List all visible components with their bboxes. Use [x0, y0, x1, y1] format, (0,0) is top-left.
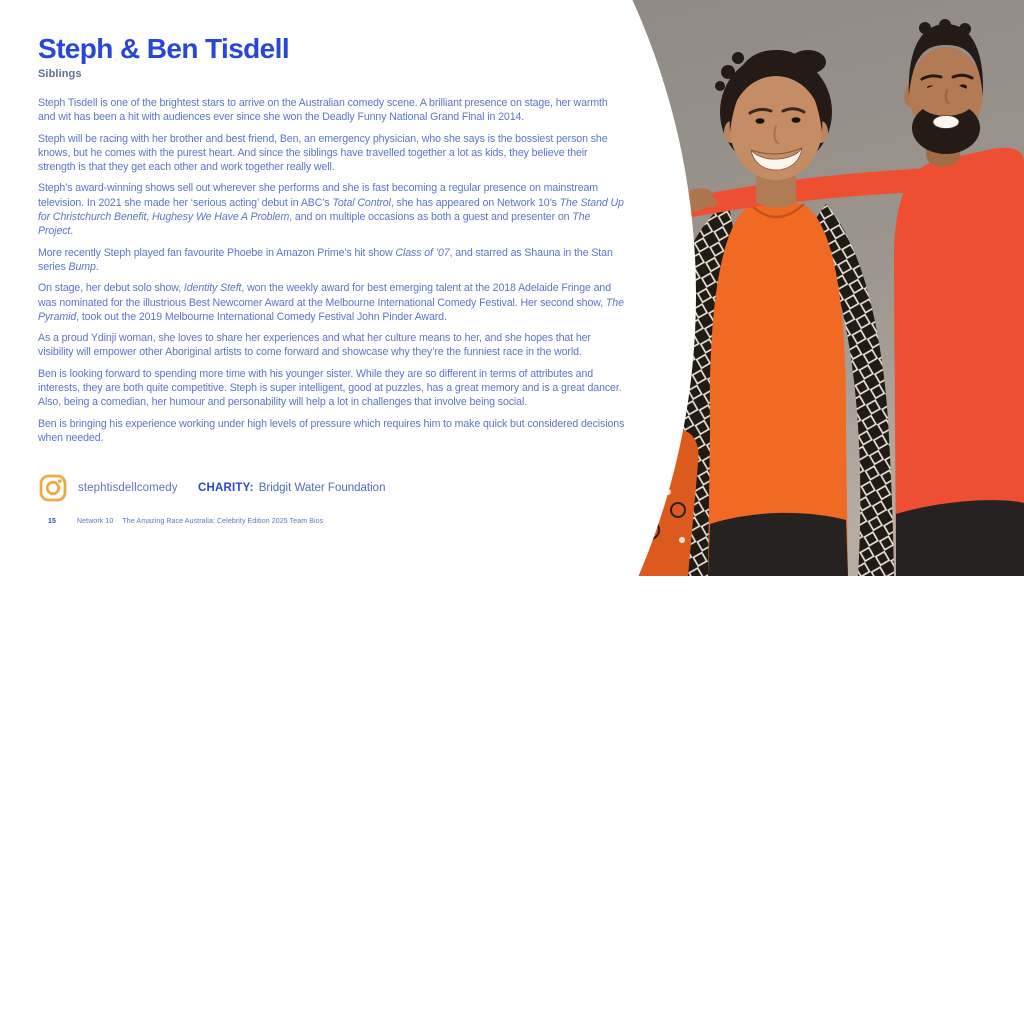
page-header	[38, 34, 289, 80]
social-row	[38, 473, 598, 503]
charity-line	[198, 473, 385, 503]
footer-page-number: 15	[48, 518, 56, 525]
bio-paragraph: Steph Tisdell is one of the brightest stars to arrive on the Australian comedy scene. A brilliant presence on stage, her warmth and wit has been a hit with audiences ever since she won the Deadly Funny National Grand Final in 2014.	[38, 97, 608, 124]
charity-label: CHARITY:	[198, 482, 254, 494]
page-subtitle: Siblings	[38, 68, 82, 81]
charity-value: Bridgit Water Foundation	[258, 482, 386, 494]
footer-document-title: The Amazing Race Australia: Celebrity Edition 2025 Team Bios	[122, 518, 324, 525]
bio-paragraph: Ben is looking forward to spending more time with his younger sister. While they are so different in terms of attributes and interests, they are both quite competitive. Steph is super intelligent, good at puzzles, has a great memory and is a great dancer. Also, being a comedian, her humour and personability will help a lot in challenges that involve being social.	[38, 367, 622, 409]
instagram-icon[interactable]	[38, 473, 68, 503]
bio-text	[38, 96, 626, 452]
bio-paragraph: Ben is bringing his experience working under high levels of pressure which requires him to make quick but considered decisions when needed.	[38, 417, 625, 444]
bio-paragraph: As a proud Ydinji woman, she loves to share her experiences and what her culture means to her, and she hopes that her visibility will empower other Aboriginal artists to come forward and showcase why they’re the funniest race in the world.	[38, 332, 591, 359]
page-title: Steph & Ben Tisdell	[38, 33, 290, 64]
footer-network: Network 10	[77, 518, 114, 525]
instagram-handle[interactable]: stephtisdellcomedy	[78, 482, 178, 494]
bio-paragraph: On stage, her debut solo show, Identity Steft, won the weekly award for best emerging talent at the 2018 Adelaide Fringe and was nominated for the illustrious Best Newcomer Award at the Melbourne International Comedy Festival. Her second show, The Pyramid, took out the 2019 Melbourne International Comedy Festival John Pinder Award.	[38, 282, 624, 323]
bio-paragraph: Steph will be racing with her brother and best friend, Ben, an emergency physician, who she says is the bossiest person she knows, but he comes with the purest heart. And since the siblings have travelled together a lot as kids, they believe their strength is that they get each other and work together really well.	[38, 132, 608, 174]
bio-paragraph: Steph’s award-winning shows sell out wherever she performs and she is fast becoming a regular presence on mainstream television. In 2021 she made her ‘serious acting’ debut in ABC’s Total Control, she has appeared on Network 10’s The Stand Up for Christchurch Benefit, Hughesy We Have A Problem, and on multiple occasions as both a guest and presenter on The Project.	[38, 182, 624, 238]
bio-paragraph: More recently Steph played fan favourite Phoebe in Amazon Prime’s hit show Class of ’07, and starred as Shauna in the Stan series Bump.	[38, 246, 613, 273]
page-footer	[48, 518, 323, 525]
